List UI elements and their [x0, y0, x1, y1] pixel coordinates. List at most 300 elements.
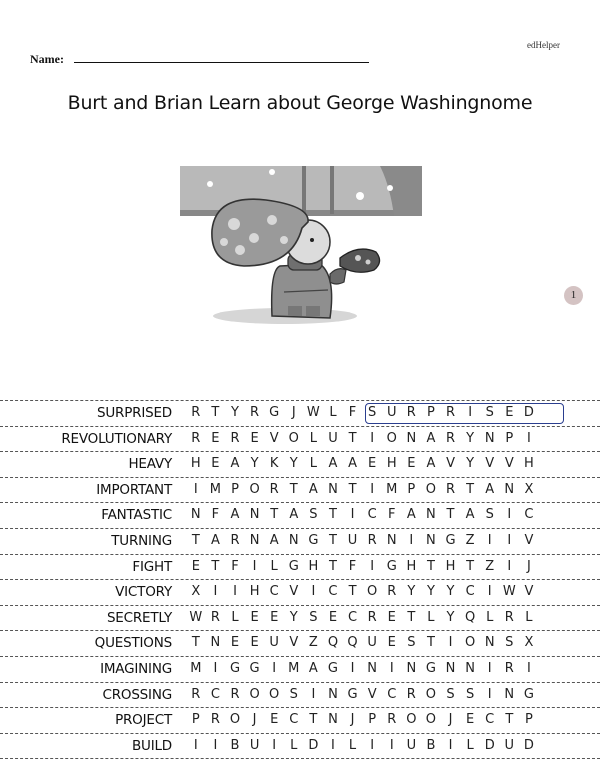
puzzle-letter: V: [289, 584, 299, 600]
puzzle-letter: I: [252, 558, 257, 574]
puzzle-letter: S: [309, 507, 318, 523]
puzzle-letters: [186, 687, 539, 702]
puzzle-letter: F: [348, 558, 357, 574]
puzzle-letter: E: [250, 609, 259, 625]
puzzle-letter: N: [328, 712, 338, 728]
name-field-row: [30, 50, 375, 68]
puzzle-letter: V: [485, 456, 495, 472]
puzzle-letter: E: [407, 456, 416, 472]
puzzle-letter: I: [448, 737, 453, 753]
puzzle-letter: R: [387, 584, 397, 600]
puzzle-letter: O: [425, 686, 437, 702]
puzzle-letter: G: [308, 532, 319, 548]
puzzle-letter: F: [211, 507, 220, 523]
puzzle-letter: T: [348, 584, 357, 600]
puzzle-letter: U: [386, 405, 397, 420]
puzzle-letter: E: [250, 635, 259, 651]
puzzle-letter: S: [485, 507, 494, 523]
puzzle-letter: A: [465, 507, 475, 523]
puzzle-letter: I: [370, 737, 375, 753]
puzzle-letter: Z: [485, 558, 495, 574]
puzzle-letter: N: [328, 481, 338, 497]
puzzle-letter: T: [426, 558, 435, 574]
puzzle-letter: O: [249, 481, 260, 497]
puzzle-letter: R: [230, 686, 240, 702]
puzzle-letter: R: [367, 609, 377, 625]
puzzle-letters: [186, 533, 539, 548]
puzzle-letter: A: [485, 481, 495, 497]
puzzle-letter: I: [213, 737, 218, 753]
puzzle-word: BUILD: [131, 737, 172, 754]
puzzle-letter: S: [368, 405, 377, 420]
puzzle-letter: E: [211, 456, 220, 472]
puzzle-letter: I: [350, 507, 355, 523]
puzzle-letter: Y: [250, 456, 259, 472]
puzzle-letter: P: [505, 430, 514, 446]
puzzle-letter: R: [191, 686, 201, 702]
puzzle-letter: G: [523, 686, 534, 702]
puzzle-letter: O: [229, 712, 241, 728]
puzzle-letter: G: [386, 558, 397, 574]
puzzle-letters: [186, 507, 539, 522]
puzzle-letters: [186, 559, 539, 574]
puzzle-letter: E: [328, 609, 338, 625]
puzzle-letter: N: [465, 660, 475, 676]
puzzle-letter: Q: [327, 635, 339, 651]
puzzle-letter: I: [311, 584, 316, 600]
puzzle-letter: R: [445, 405, 456, 420]
puzzle-letter: C: [289, 712, 299, 728]
puzzle-letter: L: [270, 558, 278, 574]
puzzle-letters: [186, 661, 539, 676]
puzzle-letter: G: [229, 660, 241, 676]
puzzle-letter: I: [213, 660, 218, 676]
puzzle-row: [0, 528, 600, 554]
puzzle-letter: G: [425, 660, 436, 676]
name-label: Name:: [30, 52, 64, 66]
puzzle-row: [0, 630, 600, 656]
puzzle-letters: [186, 610, 539, 625]
puzzle-letter: A: [308, 481, 318, 497]
puzzle-letter: Y: [466, 430, 475, 446]
puzzle-letter: R: [387, 712, 397, 728]
page-title: Burt and Brian Learn about George Washingnome: [67, 92, 533, 114]
puzzle-letter: P: [191, 712, 200, 728]
puzzle-letter: T: [328, 558, 337, 574]
puzzle-letter: T: [505, 712, 514, 728]
puzzle-letter: I: [526, 660, 531, 676]
puzzle-letter: J: [291, 405, 296, 420]
puzzle-letter: U: [328, 430, 338, 446]
puzzle-letter: T: [309, 712, 318, 728]
puzzle-letter: T: [270, 507, 279, 523]
puzzle-letter: Z: [465, 532, 475, 548]
puzzle-letter: T: [289, 481, 298, 497]
puzzle-letter: D: [523, 405, 534, 420]
puzzle-letter: D: [484, 737, 495, 753]
puzzle-letters: [186, 712, 539, 727]
puzzle-letter: A: [308, 660, 318, 676]
puzzle-letter: O: [386, 430, 397, 446]
puzzle-letter: R: [191, 430, 201, 446]
puzzle-row: [0, 451, 600, 477]
puzzle-letters: [186, 738, 539, 753]
puzzle-letter: L: [309, 430, 317, 446]
puzzle-letter: J: [350, 712, 355, 728]
puzzle-word: REVOLUTIONARY: [61, 430, 172, 447]
puzzle-letter: S: [289, 686, 298, 702]
puzzle-word: PROJECT: [115, 712, 172, 729]
puzzle-letter: I: [370, 430, 375, 446]
puzzle-letter: I: [233, 584, 237, 600]
puzzle-letter: L: [486, 609, 494, 625]
puzzle-letter: Q: [347, 635, 358, 651]
puzzle-row: [0, 656, 600, 682]
puzzle-letter: N: [386, 532, 397, 548]
puzzle-letter: L: [309, 456, 317, 472]
puzzle-letter: T: [328, 532, 337, 548]
puzzle-letter: U: [269, 635, 279, 651]
puzzle-letter: Y: [466, 456, 475, 472]
puzzle-row: [0, 477, 600, 503]
puzzle-letter: O: [425, 712, 437, 728]
puzzle-letter: G: [249, 660, 260, 676]
puzzle-letter: Q: [464, 609, 476, 625]
puzzle-letter: A: [426, 430, 436, 446]
puzzle-letter: C: [387, 686, 397, 702]
puzzle-letter: R: [406, 405, 416, 420]
puzzle-letter: E: [466, 712, 475, 728]
puzzle-letter: O: [464, 635, 476, 651]
puzzle-letter: W: [306, 405, 320, 420]
puzzle-letter: T: [211, 405, 220, 420]
puzzle-letter: H: [406, 558, 417, 574]
puzzle-letter: N: [406, 660, 417, 676]
puzzle-word: IMPORTANT: [96, 481, 172, 498]
puzzle-letter: I: [468, 405, 473, 420]
puzzle-letter: I: [487, 584, 492, 600]
puzzle-letter: U: [249, 737, 260, 753]
puzzle-word: CROSSING: [102, 686, 172, 703]
puzzle-letter: A: [348, 456, 357, 472]
puzzle-letter: C: [348, 609, 358, 625]
puzzle-letter: K: [269, 456, 279, 472]
puzzle-letter: N: [367, 660, 377, 676]
puzzle-letter: A: [230, 456, 240, 472]
puzzle-letter: T: [426, 635, 435, 651]
puzzle-letter: A: [426, 456, 436, 472]
puzzle-letter: T: [211, 558, 220, 574]
puzzle-letter: A: [210, 532, 220, 548]
puzzle-letter: R: [504, 609, 514, 625]
puzzle-letter: R: [367, 532, 377, 548]
puzzle-letter: H: [308, 558, 319, 574]
puzzle-letter: V: [289, 635, 299, 651]
page-number-badge: 1: [564, 286, 583, 305]
puzzle-letter: A: [289, 507, 299, 523]
puzzle-letters: [186, 482, 539, 497]
puzzle-word: HEAVY: [128, 456, 172, 473]
puzzle-row: [0, 682, 600, 708]
puzzle-letter: T: [191, 635, 200, 651]
puzzle-letter: T: [328, 507, 337, 523]
puzzle-letter: E: [270, 712, 279, 728]
puzzle-letter: D: [308, 737, 319, 753]
puzzle-letter: I: [311, 686, 316, 702]
puzzle-letter: V: [504, 456, 514, 472]
puzzle-letter: X: [524, 635, 534, 651]
puzzle-letter: R: [445, 430, 456, 446]
puzzle-letter: O: [406, 712, 417, 728]
puzzle-letter: I: [487, 532, 492, 548]
puzzle-row: [0, 733, 600, 760]
puzzle-letter: R: [230, 430, 240, 446]
puzzle-letter: O: [269, 686, 280, 702]
puzzle-letter: P: [368, 712, 377, 728]
puzzle-letter: B: [230, 737, 240, 753]
puzzle-letter: I: [193, 481, 198, 497]
puzzle-letter: I: [526, 430, 531, 446]
puzzle-letter: H: [524, 456, 534, 472]
puzzle-letter: R: [230, 532, 240, 548]
gnome-boy-holding-hat-icon: [180, 166, 422, 338]
puzzle-letter: E: [505, 405, 514, 420]
puzzle-letter: P: [524, 712, 533, 728]
puzzle-letter: I: [389, 660, 394, 676]
puzzle-letter: I: [370, 481, 375, 497]
puzzle-letter: W: [502, 584, 516, 600]
puzzle-letter: C: [524, 507, 534, 523]
puzzle-letter: G: [288, 558, 299, 574]
puzzle-word: VICTORY: [115, 584, 172, 601]
puzzle-letter: L: [329, 405, 337, 420]
puzzle-letter: C: [328, 584, 338, 600]
puzzle-letter: N: [210, 635, 221, 651]
puzzle-row: [0, 400, 600, 426]
puzzle-letter: L: [466, 737, 474, 753]
puzzle-letter: B: [426, 737, 436, 753]
puzzle-letter: M: [190, 660, 202, 676]
puzzle-letter: C: [485, 712, 495, 728]
puzzle-letter: T: [446, 507, 455, 523]
brand-label: edHelper: [527, 40, 560, 50]
puzzle-letter: N: [328, 686, 338, 702]
puzzle-letter: I: [193, 737, 198, 753]
puzzle-letter: R: [210, 712, 220, 728]
puzzle-letter: H: [249, 584, 260, 600]
puzzle-letter: T: [348, 430, 357, 446]
puzzle-letter: D: [523, 737, 534, 753]
puzzle-letter: U: [504, 737, 515, 753]
puzzle-letter: Y: [407, 584, 416, 600]
puzzle-row: [0, 502, 600, 528]
puzzle-letter: E: [387, 609, 396, 625]
puzzle-letter: J: [526, 558, 531, 574]
puzzle-word: SECRETLY: [106, 609, 172, 626]
puzzle-word: FIGHT: [132, 558, 172, 575]
puzzle-letter: V: [524, 584, 534, 600]
puzzle-letter: L: [427, 609, 435, 625]
puzzle-letter: I: [487, 686, 492, 702]
puzzle-letter: V: [367, 686, 377, 702]
puzzle-letters: [186, 456, 539, 471]
word-search-grid: [0, 400, 600, 759]
puzzle-letter: P: [427, 405, 435, 420]
puzzle-letter: I: [507, 532, 512, 548]
puzzle-letter: A: [406, 507, 416, 523]
puzzle-letter: E: [368, 456, 377, 472]
puzzle-word: TURNING: [111, 532, 172, 549]
puzzle-letter: R: [191, 405, 201, 420]
puzzle-letter: N: [484, 430, 495, 446]
puzzle-word: SURPRISED: [96, 405, 172, 421]
puzzle-letter: T: [407, 609, 416, 625]
puzzle-letter: G: [327, 660, 338, 676]
puzzle-letter: C: [465, 584, 475, 600]
puzzle-letter: S: [505, 635, 514, 651]
puzzle-letter: S: [465, 686, 475, 702]
puzzle-letter: I: [331, 737, 335, 753]
puzzle-letter: T: [466, 481, 475, 497]
puzzle-letter: I: [213, 584, 218, 600]
puzzle-letter: O: [249, 686, 260, 702]
gnome-illustration: [180, 166, 422, 338]
puzzle-letter: E: [270, 609, 279, 625]
puzzle-letter: G: [445, 532, 456, 548]
puzzle-letter: T: [466, 558, 475, 574]
puzzle-letter: Y: [289, 456, 298, 472]
puzzle-letter: J: [252, 712, 257, 728]
puzzle-letter: L: [525, 609, 533, 625]
puzzle-letter: O: [288, 430, 299, 446]
puzzle-letter: W: [189, 609, 203, 625]
puzzle-letter: I: [370, 558, 375, 574]
puzzle-letter: N: [504, 686, 515, 702]
puzzle-letter: A: [328, 456, 338, 472]
puzzle-letter: C: [269, 584, 279, 600]
puzzle-letter: C: [210, 686, 220, 702]
puzzle-letter: T: [191, 532, 200, 548]
puzzle-letter: M: [288, 660, 300, 676]
puzzle-letter: Y: [289, 609, 298, 625]
puzzle-letter: P: [407, 481, 416, 497]
found-word-highlight: [365, 403, 564, 424]
puzzle-letter: Y: [446, 584, 455, 600]
puzzle-letter: J: [448, 712, 453, 728]
puzzle-letter: F: [348, 405, 357, 420]
puzzle-letter: H: [190, 456, 201, 472]
puzzle-letter: I: [507, 507, 512, 523]
puzzle-letter: R: [406, 686, 416, 702]
puzzle-letter: X: [191, 584, 201, 600]
puzzle-letter: Y: [446, 609, 455, 625]
puzzle-letter: S: [485, 405, 494, 420]
puzzle-letter: G: [269, 405, 280, 420]
puzzle-letter: E: [211, 430, 220, 446]
puzzle-letter: I: [389, 737, 394, 753]
puzzle-letter: F: [231, 558, 239, 574]
puzzle-row: [0, 579, 600, 605]
puzzle-letter: S: [309, 609, 318, 625]
puzzle-letter: U: [367, 635, 377, 651]
puzzle-letter: N: [426, 532, 436, 548]
puzzle-word: QUESTIONS: [94, 635, 172, 652]
name-field[interactable]: [74, 62, 369, 63]
puzzle-letter: T: [348, 481, 357, 497]
puzzle-letter: R: [269, 481, 279, 497]
puzzle-letters: [186, 584, 539, 599]
puzzle-letter: A: [269, 532, 279, 548]
puzzle-letter: Z: [308, 635, 318, 651]
puzzle-letter: F: [387, 507, 396, 523]
puzzle-letter: E: [387, 635, 396, 651]
puzzle-letter: H: [386, 456, 397, 472]
puzzle-letter: R: [250, 405, 260, 420]
puzzle-letter: H: [445, 558, 456, 574]
puzzle-row: [0, 605, 600, 631]
puzzle-letter: I: [448, 635, 453, 651]
puzzle-letter: S: [446, 686, 455, 702]
puzzle-letter: S: [407, 635, 416, 651]
puzzle-letter: I: [350, 660, 355, 676]
puzzle-letter: O: [367, 584, 378, 600]
puzzle-word: FANTASTIC: [101, 507, 172, 524]
puzzle-letter: E: [230, 635, 240, 651]
puzzle-letter: R: [210, 609, 220, 625]
puzzle-letter: E: [191, 558, 200, 574]
puzzle-letter: O: [425, 481, 437, 497]
puzzle-letter: N: [288, 532, 299, 548]
puzzle-row: [0, 426, 600, 452]
puzzle-letter: R: [445, 481, 456, 497]
puzzle-letter: Y: [426, 584, 435, 600]
puzzle-letter: I: [409, 532, 414, 548]
puzzle-row: [0, 707, 600, 733]
puzzle-letter: L: [290, 737, 298, 753]
puzzle-letter: G: [347, 686, 358, 702]
puzzle-letter: V: [524, 532, 534, 548]
puzzle-letter: A: [230, 507, 240, 523]
puzzle-letter: I: [487, 660, 492, 676]
puzzle-letter: X: [524, 481, 534, 497]
puzzle-letter: N: [484, 635, 495, 651]
puzzle-letter: E: [250, 430, 259, 446]
puzzle-letter: M: [209, 481, 221, 497]
puzzle-letter: V: [269, 430, 279, 446]
puzzle-letter: N: [249, 532, 260, 548]
puzzle-letter: C: [367, 507, 377, 523]
puzzle-row: [0, 554, 600, 580]
puzzle-letter: M: [386, 481, 398, 497]
puzzle-letter: Y: [231, 405, 239, 420]
puzzle-letter: I: [272, 660, 277, 676]
puzzle-letter: I: [272, 737, 277, 753]
puzzle-letter: L: [231, 609, 239, 625]
puzzle-letters: [186, 431, 539, 446]
puzzle-letter: R: [504, 660, 514, 676]
puzzle-letter: N: [406, 430, 417, 446]
puzzle-letter: N: [249, 507, 260, 523]
puzzle-letter: I: [507, 558, 512, 574]
puzzle-letter: L: [348, 737, 357, 753]
puzzle-letter: N: [190, 507, 201, 523]
puzzle-letter: N: [426, 507, 436, 523]
puzzle-letter: U: [406, 737, 417, 753]
puzzle-letter: U: [347, 532, 358, 548]
puzzle-letter: P: [231, 481, 239, 497]
puzzle-letter: V: [446, 456, 455, 472]
puzzle-letters: [186, 635, 539, 650]
